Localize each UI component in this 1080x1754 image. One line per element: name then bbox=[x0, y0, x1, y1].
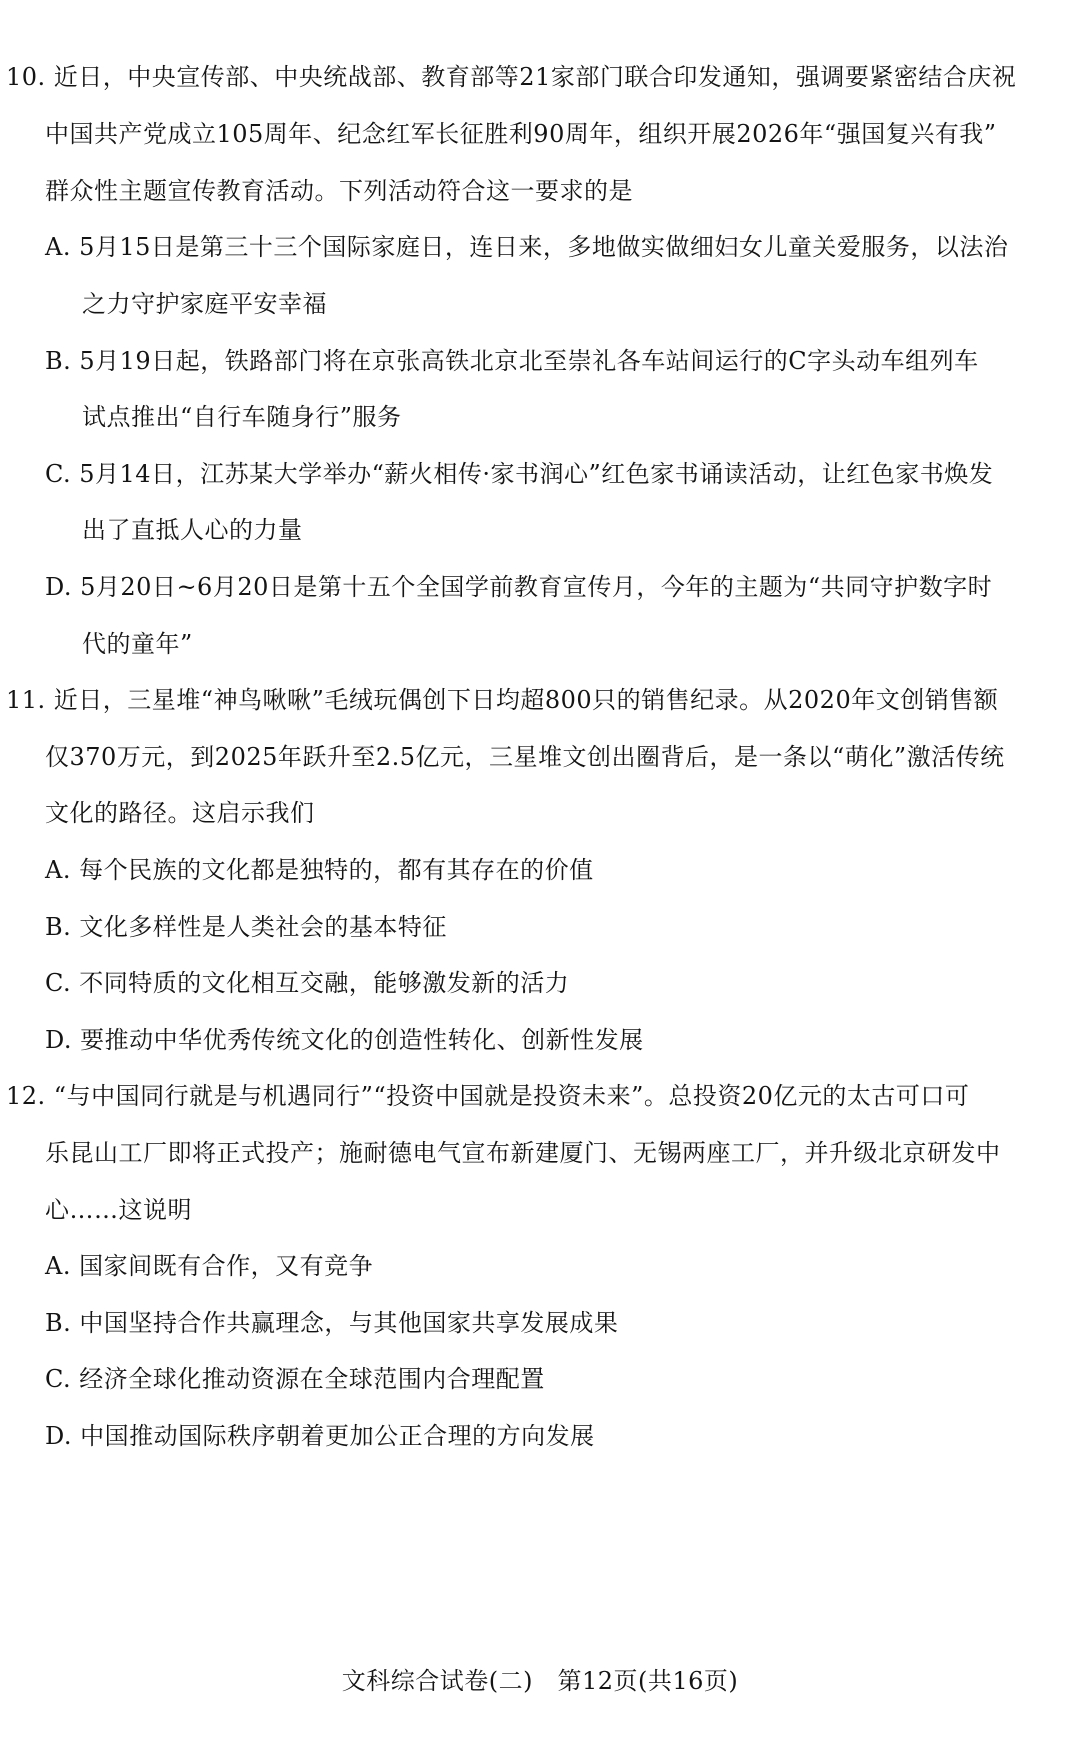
question-11-stem: 11. 近日，三星堆“神鸟啾啾”毛绒玩偶创下日均超800只的销售纪录。从2020年文创销售额 bbox=[6, 686, 999, 714]
question-11-stem: 仅370万元，到2025年跃升至2.5亿元，三星堆文创出圈背后，是一条以“萌化”激活传统 bbox=[45, 743, 1005, 771]
page-footer: 文科综合试卷(二) 第12页(共16页) bbox=[341, 1667, 739, 1695]
question-12-stem: 乐昆山工厂即将正式投产；施耐德电气宣布新建厦门、无锡两座工厂，并升级北京研发中 bbox=[45, 1139, 1001, 1167]
question-12-option-b: B. 中国坚持合作共赢理念，与其他国家共享发展成果 bbox=[45, 1309, 619, 1337]
question-12-stem: 心……这说明 bbox=[45, 1196, 192, 1224]
question-12-option-a: A. 国家间既有合作，又有竞争 bbox=[45, 1252, 374, 1280]
question-11-stem: 文化的路径。这启示我们 bbox=[45, 799, 315, 827]
question-10-stem: 中国共产党成立105周年、纪念红军长征胜利90周年，组织开展2026年“强国复兴有我” bbox=[45, 120, 997, 148]
question-10-option-a: A. 5月15日是第三十三个国际家庭日，连日来，多地做实做细妇女儿童关爱服务，以法治 bbox=[45, 233, 1009, 261]
question-10-stem: 群众性主题宣传教育活动。下列活动符合这一要求的是 bbox=[45, 177, 633, 205]
question-10-option-d: 代的童年” bbox=[82, 630, 193, 658]
question-10-option-b: B. 5月19日起，铁路部门将在京张高铁北京北至崇礼各车站间运行的C字头动车组列车 bbox=[45, 347, 979, 375]
question-11-option-c: C. 不同特质的文化相互交融，能够激发新的活力 bbox=[45, 969, 570, 997]
question-12-option-c: C. 经济全球化推动资源在全球范围内合理配置 bbox=[45, 1365, 545, 1393]
question-10-stem: 10. 近日，中央宣传部、中央统战部、教育部等21家部门联合印发通知，强调要紧密结合庆祝 bbox=[6, 63, 1017, 91]
question-11-option-d: D. 要推动中华优秀传统文化的创造性转化、创新性发展 bbox=[45, 1026, 644, 1054]
question-10-option-b: 试点推出“自行车随身行”服务 bbox=[82, 403, 402, 431]
question-10-option-c: C. 5月14日，江苏某大学举办“薪火相传·家书润心”红色家书诵读活动，让红色家书焕发 bbox=[45, 460, 994, 488]
question-11-option-a: A. 每个民族的文化都是独特的，都有其存在的价值 bbox=[45, 856, 594, 884]
question-12-option-d: D. 中国推动国际秩序朝着更加公正合理的方向发展 bbox=[45, 1422, 595, 1450]
question-10-option-d: D. 5月20日~6月20日是第十五个全国学前教育宣传月，今年的主题为“共同守护数字时 bbox=[45, 573, 993, 601]
question-12-stem: 12. “与中国同行就是与机遇同行”“投资中国就是投资未来”。总投资20亿元的太古可口可 bbox=[6, 1082, 970, 1110]
question-10-option-c: 出了直抵人心的力量 bbox=[82, 516, 303, 544]
question-11-option-b: B. 文化多样性是人类社会的基本特征 bbox=[45, 913, 447, 941]
question-10-option-a: 之力守护家庭平安幸福 bbox=[82, 290, 327, 318]
